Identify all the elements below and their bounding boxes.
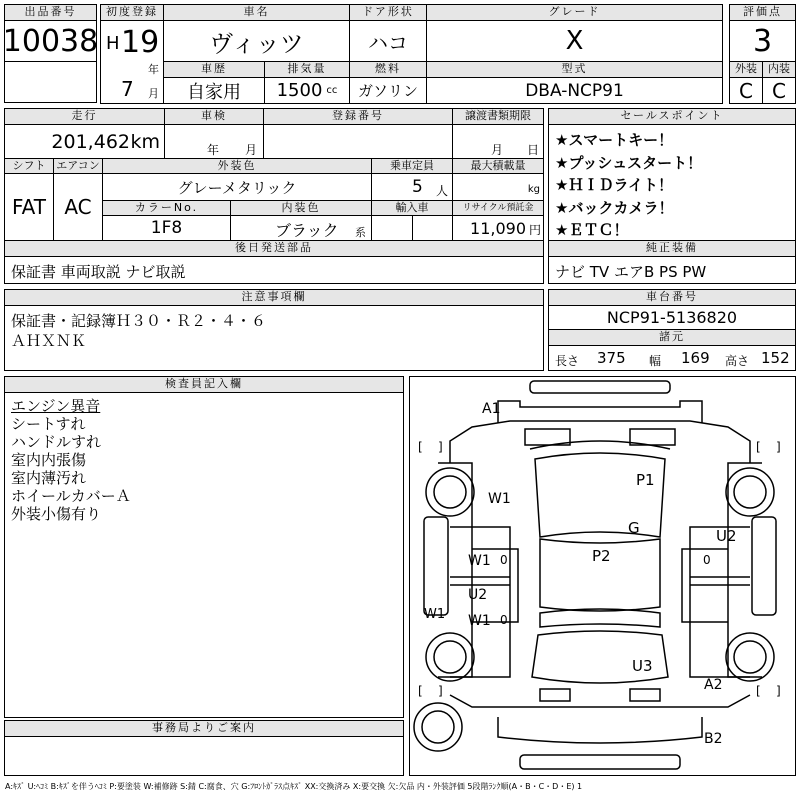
import-label: 輸入車 <box>371 200 453 216</box>
inspector-line: 室内内張傷 <box>11 451 87 469</box>
length: 375 <box>597 349 626 367</box>
shift: FAT <box>4 173 54 241</box>
first-reg-box <box>100 20 164 104</box>
interior-color-box <box>230 215 372 241</box>
damage-mark: A1 <box>482 401 501 417</box>
inspector-line: シートすれ <box>11 415 86 433</box>
inspector-line: 室内薄汚れ <box>11 469 87 487</box>
svg-text:]: ] <box>438 440 443 454</box>
car-outline <box>410 377 795 775</box>
interior-color-suffix: 系 <box>355 226 366 239</box>
inspection-year-unit: 年 <box>207 143 220 157</box>
sales-point-item: ★バックカメラ！ <box>555 198 674 217</box>
inspector-line: ハンドルすれ <box>11 433 102 451</box>
svg-text:]: ] <box>438 684 443 698</box>
recycle-amount: 11,090 <box>470 219 526 238</box>
exterior-grade-label: 外装 <box>729 61 763 78</box>
inspector-line: エンジン異音 <box>11 397 101 415</box>
inspector-line: ホイールカバーＡ <box>11 487 131 505</box>
later-parts: 保証書 車両取説 ナビ取説 <box>4 256 544 284</box>
damage-mark: P1 <box>636 471 655 489</box>
damage-mark: W1 <box>424 607 446 622</box>
length-label: 長さ <box>555 354 580 368</box>
mileage-label: 走行 <box>4 108 165 125</box>
displacement-box <box>264 77 350 104</box>
damage-mark: W1 <box>488 491 511 507</box>
damage-mark: 0 <box>703 553 711 567</box>
sales-point-item: ★スマートキー！ <box>555 131 674 149</box>
exterior-color-label: 外装色 <box>102 158 372 174</box>
recycle-label: リサイクル預託金 <box>452 200 544 216</box>
capacity: 5 <box>412 177 423 197</box>
damage-mark: U2 <box>468 587 488 603</box>
interior-color: ブラック <box>275 221 339 240</box>
lot-label: 出品番号 <box>4 4 97 21</box>
recycle-unit: 円 <box>528 223 541 237</box>
exterior-grade: C <box>729 77 763 104</box>
transfer-label: 譲渡書類期限 <box>452 108 544 125</box>
inspection-label: 車検 <box>164 108 264 125</box>
mileage-unit: km <box>130 131 160 153</box>
capacity-box <box>371 173 453 201</box>
damage-mark: A2 <box>704 677 723 693</box>
sales-point-item: ★プッシュスタート！ <box>555 153 703 172</box>
lot-blank <box>4 61 97 103</box>
damage-mark: B2 <box>704 731 723 747</box>
first-reg-month: 7 <box>121 77 134 101</box>
equipment: ナビ TV エアB PS PW <box>548 256 796 284</box>
svg-text:[: [ <box>756 684 761 698</box>
damage-mark: G <box>628 519 640 537</box>
dimensions-box <box>548 345 796 371</box>
car-name: ヴィッツ <box>163 20 350 62</box>
shift-label: シフト <box>4 158 54 174</box>
grade-label: グレード <box>426 4 723 21</box>
fuel-label: 燃料 <box>349 61 427 78</box>
svg-text:[: [ <box>756 440 761 454</box>
notes-line: ＡＨＸＮＫ <box>11 332 87 350</box>
interior-color-label: 内装色 <box>230 200 372 216</box>
color-no: 1F8 <box>102 215 231 241</box>
import-cell-2 <box>412 215 453 241</box>
inspector-line: 外装小傷有り <box>11 505 102 523</box>
mileage: 201,462 <box>51 131 130 153</box>
inspector-label: 検査員記入欄 <box>4 376 404 393</box>
damage-mark: U2 <box>716 527 737 545</box>
office-notice <box>4 736 404 776</box>
damage-mark: P2 <box>592 547 611 565</box>
color-no-label: カラーNo. <box>102 200 231 216</box>
height-label: 高さ <box>725 354 750 368</box>
car-diagram <box>409 376 796 776</box>
interior-grade-label: 内装 <box>762 61 796 78</box>
capacity-label: 乗車定員 <box>371 158 453 174</box>
chassis-number: NCP91-5136820 <box>548 305 796 330</box>
notes-line: 保証書・記録簿Ｈ３０・Ｒ２・４・６ <box>11 312 267 330</box>
transfer-day-unit: 日 <box>527 143 540 157</box>
score: 3 <box>729 20 796 62</box>
displacement-label: 排気量 <box>264 61 350 78</box>
import-cell-1 <box>371 215 413 241</box>
transfer-month-unit: 月 <box>491 143 504 157</box>
width-label: 幅 <box>649 354 662 368</box>
aircon-label: エアコン <box>53 158 103 174</box>
plate-label: 登録番号 <box>263 108 453 125</box>
dimensions-label: 諸元 <box>548 329 796 346</box>
history-label: 車歴 <box>163 61 265 78</box>
displacement: 1500 <box>276 80 323 101</box>
damage-mark: 0 <box>500 553 508 567</box>
inspection-month-unit: 月 <box>245 143 258 157</box>
first-reg-era: H <box>106 33 120 54</box>
height: 152 <box>761 349 790 367</box>
grade: X <box>426 20 723 62</box>
first-reg-month-unit: 月 <box>148 87 159 100</box>
interior-grade: C <box>762 77 796 104</box>
model-code-label: 型式 <box>426 61 723 78</box>
damage-mark: W1 <box>468 613 491 629</box>
plate <box>263 124 453 159</box>
later-parts-label: 後日発送部品 <box>4 240 544 257</box>
svg-text:[: [ <box>418 440 423 454</box>
inspection-box <box>164 124 264 159</box>
fuel: ガソリン <box>349 77 427 104</box>
inspector-notes <box>4 392 404 718</box>
sales-points-label: セールスポイント <box>548 108 796 125</box>
sales-points <box>548 124 796 241</box>
capacity-unit: 人 <box>436 184 449 198</box>
legend: A:ｷｽﾞ U:ﾍｺﾐ B:ｷｽﾞを伴うﾍｺﾐ P:要塗装 W:補修跡 S:錆 C:腐食、穴 G:ﾌﾛﾝﾄｶﾞﾗｽ点ｷｽﾞ XX:交換済み X:要交換 欠:欠品 内・外装評価 5段階ﾗﾝｸ順(A・B・C・D・E) 1 <box>5 782 583 791</box>
history: 自家用 <box>163 77 265 104</box>
svg-text:]: ] <box>776 684 781 698</box>
width: 169 <box>681 349 710 367</box>
lot-number: 10038 <box>4 20 97 62</box>
svg-text:]: ] <box>776 440 781 454</box>
score-label: 評価点 <box>729 4 796 21</box>
notes-label: 注意事項欄 <box>4 289 544 306</box>
first-reg-label: 初度登録 <box>100 4 164 21</box>
first-reg-year-unit: 年 <box>148 63 159 76</box>
max-load-label: 最大積載量 <box>452 158 544 174</box>
chassis-label: 車台番号 <box>548 289 796 306</box>
mileage-box <box>4 124 165 159</box>
displacement-unit: cc <box>326 85 338 96</box>
sales-point-item: ★ＨＩＤライト！ <box>555 176 673 194</box>
damage-mark: 0 <box>500 613 508 627</box>
aircon: AC <box>53 173 103 241</box>
door-label: ドア形状 <box>349 4 427 21</box>
door-type: ハコ <box>349 20 427 62</box>
exterior-color: グレーメタリック <box>102 173 372 201</box>
damage-mark: U3 <box>632 657 653 675</box>
svg-text:[: [ <box>418 684 423 698</box>
recycle-box <box>452 215 544 241</box>
office-label: 事務局よりご案内 <box>4 720 404 737</box>
max-load-unit: kg <box>527 184 540 195</box>
damage-mark: W1 <box>468 553 491 569</box>
car-name-label: 車名 <box>163 4 350 21</box>
max-load-box <box>452 173 544 201</box>
equipment-label: 純正装備 <box>548 240 796 257</box>
model-code: DBA-NCP91 <box>426 77 723 104</box>
transfer-box <box>452 124 544 159</box>
first-reg-year: 19 <box>121 25 160 60</box>
sales-point-item: ★ＥＴＣ！ <box>555 221 629 239</box>
notes <box>4 305 544 371</box>
